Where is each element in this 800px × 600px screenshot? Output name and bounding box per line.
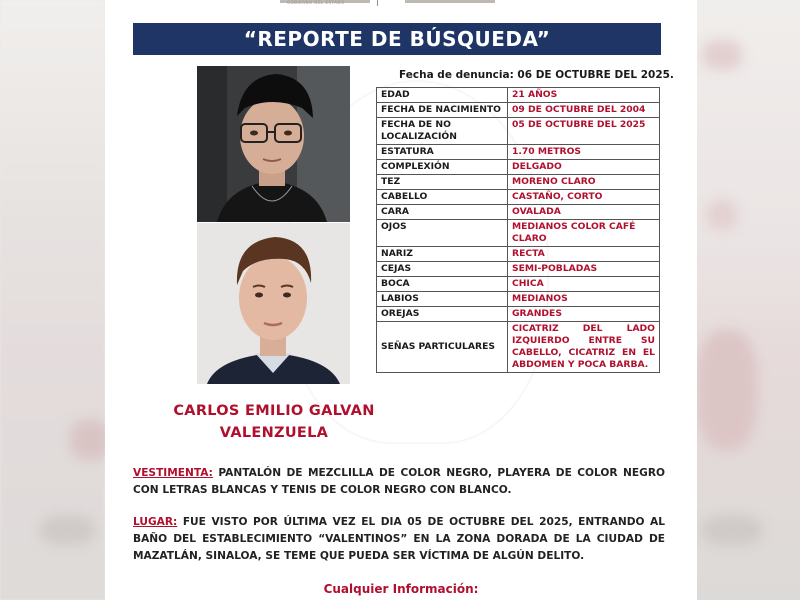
detail-label: OJOS bbox=[377, 220, 508, 247]
contact-heading: Cualquier Información: bbox=[323, 582, 479, 596]
header-divider bbox=[377, 0, 378, 6]
table-row bbox=[377, 277, 660, 292]
detail-label: ESTATURA bbox=[377, 145, 508, 160]
detail-value: MEDIANOS COLOR CAFÉ CLARO bbox=[508, 220, 660, 247]
table-row bbox=[377, 190, 660, 205]
detail-value: SEMI-POBLADAS bbox=[508, 262, 660, 277]
detail-label: LABIOS bbox=[377, 292, 508, 307]
table-row bbox=[377, 160, 660, 175]
detail-value: 21 AÑOS bbox=[508, 88, 660, 103]
table-row bbox=[377, 322, 660, 373]
table-row bbox=[377, 220, 660, 247]
detail-label: BOCA bbox=[377, 277, 508, 292]
detail-label: CARA bbox=[377, 205, 508, 220]
report-date: Fecha de denuncia: 06 DE OCTUBRE DEL 2025. bbox=[399, 69, 674, 81]
missing-person-name bbox=[149, 400, 399, 444]
location-description bbox=[133, 514, 665, 565]
detail-value: CASTAÑO, CORTO bbox=[508, 190, 660, 205]
blurred-background-left bbox=[0, 0, 105, 600]
detail-value: 09 DE OCTUBRE DEL 2004 bbox=[508, 103, 660, 118]
missing-person-photo-1 bbox=[197, 66, 350, 222]
detail-label: FECHA DE NACIMIENTO bbox=[377, 103, 508, 118]
detail-label: CABELLO bbox=[377, 190, 508, 205]
detail-label: FECHA DE NO LOCALIZACIÓN bbox=[377, 118, 508, 145]
detail-value: RECTA bbox=[508, 247, 660, 262]
table-row bbox=[377, 247, 660, 262]
blurred-background-right bbox=[697, 0, 800, 600]
report-title: “REPORTE DE BÚSQUEDA” bbox=[133, 23, 661, 55]
table-row bbox=[377, 262, 660, 277]
table-row bbox=[377, 118, 660, 145]
detail-value: OVALADA bbox=[508, 205, 660, 220]
table-row bbox=[377, 307, 660, 322]
state-logo-strip bbox=[405, 0, 495, 3]
name-line-2: VALENZUELA bbox=[219, 425, 329, 441]
detail-value: MEDIANOS bbox=[508, 292, 660, 307]
detail-label: TEZ bbox=[377, 175, 508, 190]
location-label: LUGAR: bbox=[133, 516, 178, 528]
missing-person-photo-2 bbox=[197, 223, 350, 384]
name-line-1: CARLOS EMILIO GALVAN bbox=[173, 403, 375, 419]
clothing-text: PANTALÓN DE MEZCLILLA DE COLOR NEGRO, PLAYERA DE COLOR NEGRO CON LETRAS BLANCAS Y TENIS DE COLOR NEGRO CON BLANCO. bbox=[133, 467, 665, 496]
detail-label: SEÑAS PARTICULARES bbox=[377, 322, 508, 373]
detail-label: OREJAS bbox=[377, 307, 508, 322]
detail-label: COMPLEXIÓN bbox=[377, 160, 508, 175]
detail-value: CHICA bbox=[508, 277, 660, 292]
location-text: FUE VISTO POR ÚLTIMA VEZ EL DIA 05 DE OCTUBRE DEL 2025, ENTRANDO AL BAÑO DEL ESTABLECIMIENTO “VALENTINOS” EN LA ZONA DORADA DE LA CIUDAD DE MAZATLÁN, SINALOA, SE TEME QUE PUEDA SER VÍCTIMA DE ALGÚN DELITO. bbox=[133, 516, 665, 562]
detail-value: CICATRIZ DEL LADO IZQUIERDO ENTRE SU CABELLO, CICATRIZ EN EL ABDOMEN Y POCA BARBA. bbox=[508, 322, 660, 373]
detail-value: GRANDES bbox=[508, 307, 660, 322]
detail-label: NARIZ bbox=[377, 247, 508, 262]
clothing-label: VESTIMENTA: bbox=[133, 467, 213, 479]
table-row bbox=[377, 205, 660, 220]
table-row bbox=[377, 88, 660, 103]
detail-label: CEJAS bbox=[377, 262, 508, 277]
gov-logo-text: GOBIERNO DEL ESTADO bbox=[287, 0, 345, 5]
table-row bbox=[377, 292, 660, 307]
search-report-document bbox=[105, 0, 697, 600]
clothing-description bbox=[133, 465, 665, 499]
table-row bbox=[377, 175, 660, 190]
detail-value: MORENO CLARO bbox=[508, 175, 660, 190]
table-row bbox=[377, 145, 660, 160]
table-row bbox=[377, 103, 660, 118]
detail-value: 1.70 METROS bbox=[508, 145, 660, 160]
physical-details-table bbox=[376, 87, 660, 373]
detail-value: DELGADO bbox=[508, 160, 660, 175]
detail-value: 05 DE OCTUBRE DEL 2025 bbox=[508, 118, 660, 145]
detail-label: EDAD bbox=[377, 88, 508, 103]
